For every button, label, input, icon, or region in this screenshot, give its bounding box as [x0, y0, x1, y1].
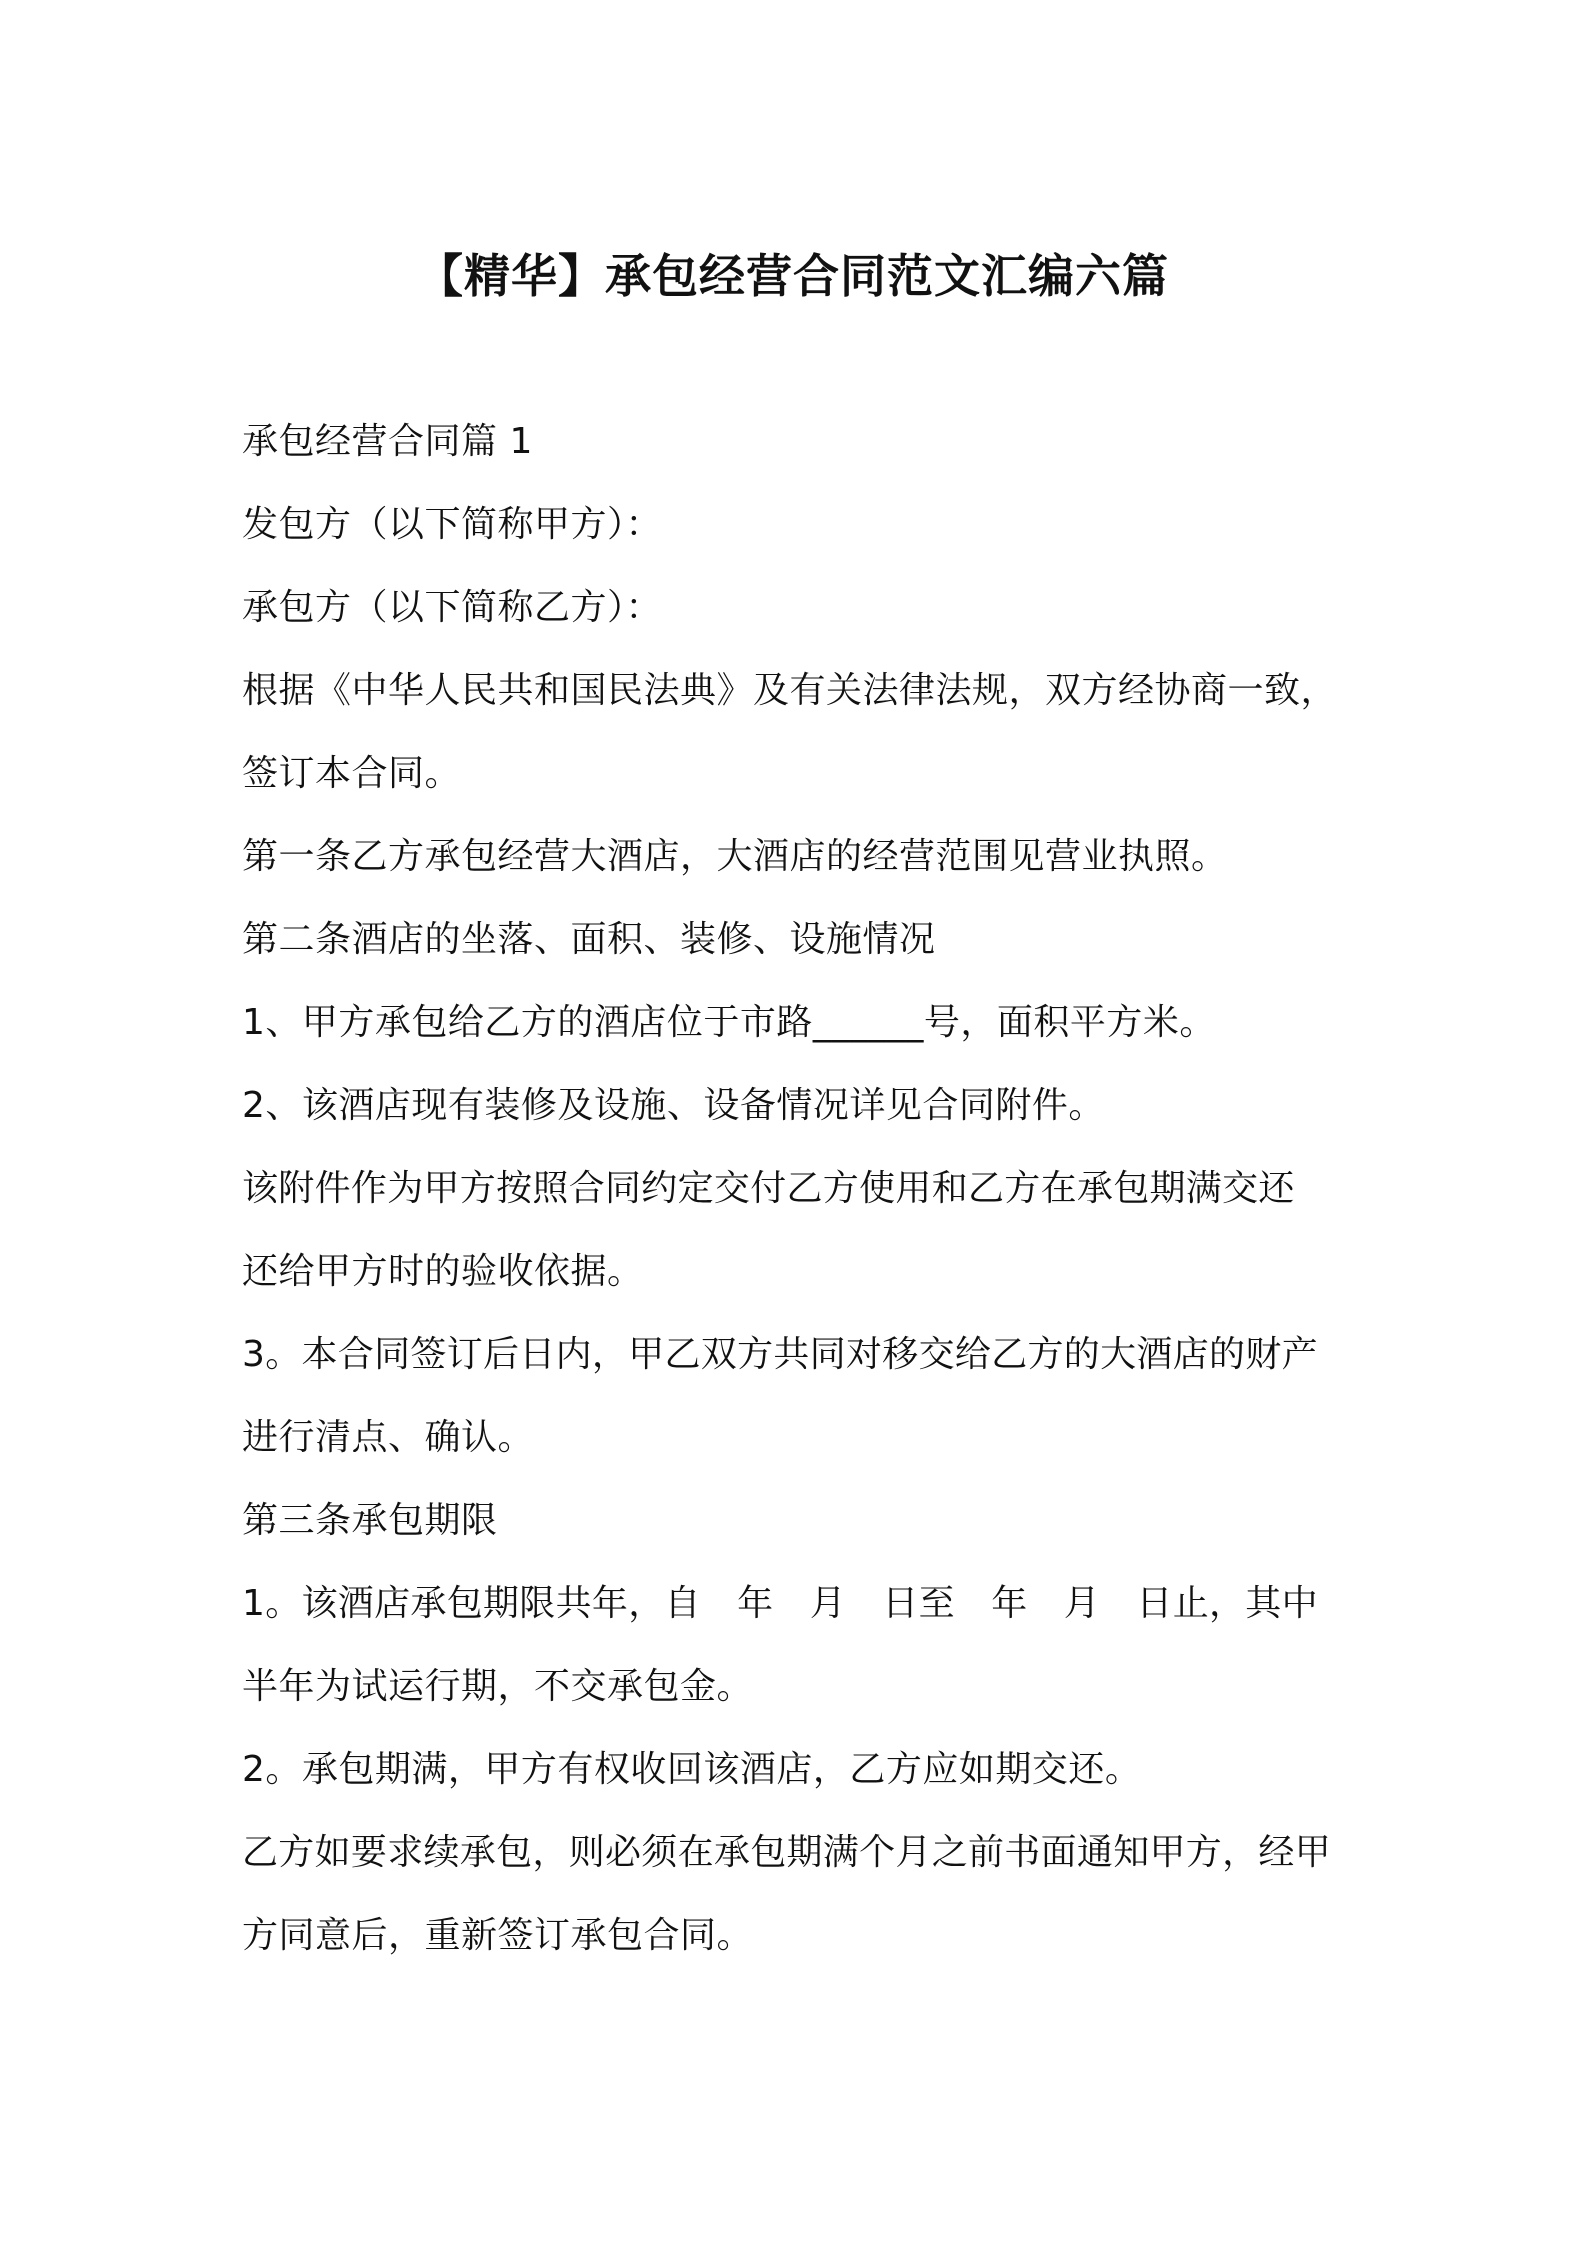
paragraph-line: 1、甲方承包给乙方的酒店位于市路______号，面积平方米。 — [242, 1002, 1216, 1043]
party-a-line: 发包方（以下简称甲方）： — [242, 504, 663, 545]
paragraph-line: 2、该酒店现有装修及设施、设备情况详见合同附件。 — [242, 1085, 1105, 1126]
clause-heading: 第三条承包期限 — [242, 1500, 498, 1541]
paragraph-line: 该附件作为甲方按照合同约定交付乙方使用和乙方在承包期满交还 — [242, 1168, 1295, 1209]
document-body — [242, 400, 1362, 1977]
paragraph-line: 方同意后，重新签订承包合同。 — [242, 1915, 754, 1956]
paragraph-line: 半年为试运行期，不交承包金。 — [242, 1666, 754, 1707]
paragraph-line: 根据《中华人民共和国民法典》及有关法律法规，双方经协商一致， — [242, 670, 1338, 711]
paragraph-line: 1。该酒店承包期限共年，自 年 月 日至 年 月 日止，其中 — [242, 1583, 1318, 1624]
clause-heading: 第一条乙方承包经营大酒店，大酒店的经营范围见营业执照。 — [242, 836, 1228, 877]
paragraph-line: 乙方如要求续承包，则必须在承包期满个月之前书面通知甲方，经甲 — [242, 1832, 1332, 1873]
clause-heading: 第二条酒店的坐落、面积、装修、设施情况 — [242, 919, 936, 960]
paragraph-line: 还给甲方时的验收依据。 — [242, 1251, 644, 1292]
party-b-line: 承包方（以下简称乙方）： — [242, 587, 663, 628]
paragraph-line: 签订本合同。 — [242, 753, 462, 794]
document-title: 【精华】承包经营合同范文汇编六篇 — [417, 248, 1169, 303]
paragraph-line: 2。承包期满，甲方有权收回该酒店，乙方应如期交还。 — [242, 1749, 1142, 1790]
paragraph-line: 3。本合同签订后日内，甲乙双方共同对移交给乙方的大酒店的财产 — [242, 1334, 1318, 1375]
section-heading: 承包经营合同篇 1 — [242, 421, 533, 462]
paragraph-line: 进行清点、确认。 — [242, 1417, 535, 1458]
